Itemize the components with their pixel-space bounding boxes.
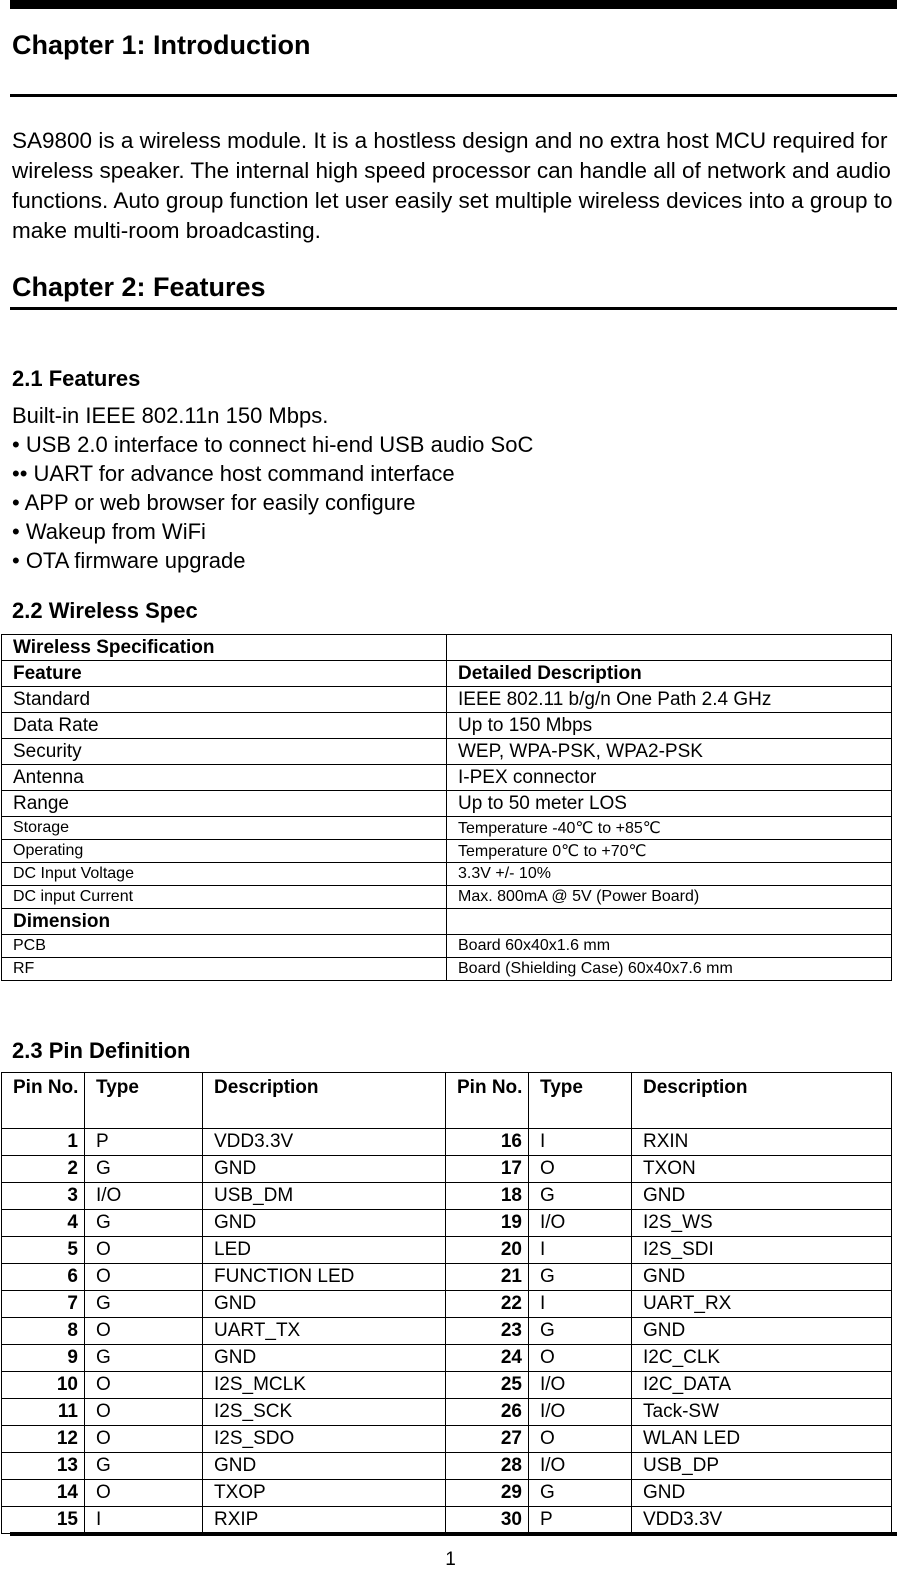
pin-number-cell: 10 (2, 1372, 85, 1399)
features-heading: 2.1 Features (12, 366, 141, 391)
pin-number-cell: 24 (446, 1345, 529, 1372)
pin-description-cell: GND (632, 1264, 892, 1291)
pin-number-cell: 6 (2, 1264, 85, 1291)
description-cell: 3.3V +/- 10% (447, 863, 892, 886)
description-cell: IEEE 802.11 b/g/n One Path 2.4 GHz (447, 687, 892, 713)
pin-definition-heading: 2.3 Pin Definition (12, 1038, 191, 1063)
chapter2-title: Chapter 2: Features (12, 272, 266, 302)
pin-description-cell: I2C_DATA (632, 1372, 892, 1399)
pin-number-cell: 28 (446, 1453, 529, 1480)
pin-number-cell: 14 (2, 1480, 85, 1507)
table-row (2, 739, 892, 765)
pin-type-cell: I/O (85, 1183, 203, 1210)
pin-number-cell: 15 (2, 1507, 85, 1534)
table-row (2, 909, 892, 935)
table-header-row (2, 661, 892, 687)
pin-number-cell: 17 (446, 1156, 529, 1183)
pin-description-cell: Tack-SW (632, 1399, 892, 1426)
pin-type-cell: G (529, 1264, 632, 1291)
feature-item: • USB 2.0 interface to connect hi-end USB audio SoC (12, 432, 534, 457)
pin-description-cell: UART_RX (632, 1291, 892, 1318)
table-row (2, 791, 892, 817)
pin-type-cell: G (85, 1210, 203, 1237)
pin-description-cell: GND (203, 1210, 446, 1237)
pin-definition-table (1, 1072, 892, 1534)
pin-number-cell: 25 (446, 1372, 529, 1399)
column-header-description: Detailed Description (447, 661, 892, 687)
pin-description-cell: RXIN (632, 1129, 892, 1156)
pin-number-cell: 2 (2, 1156, 85, 1183)
pin-type-cell: G (85, 1453, 203, 1480)
pin-description-cell: TXOP (203, 1480, 446, 1507)
pin-description-cell: FUNCTION LED (203, 1264, 446, 1291)
pin-description-cell: I2S_SDO (203, 1426, 446, 1453)
table-row (2, 765, 892, 791)
pin-description-cell: LED (203, 1237, 446, 1264)
pin-type-cell: O (85, 1426, 203, 1453)
wireless-spec-table (1, 634, 892, 981)
description-cell: Up to 150 Mbps (447, 713, 892, 739)
description-cell: Up to 50 meter LOS (447, 791, 892, 817)
pin-description-cell: I2S_SDI (632, 1237, 892, 1264)
feature-cell: RF (2, 958, 447, 981)
pin-type-cell: O (85, 1480, 203, 1507)
table-row (2, 886, 892, 909)
pin-number-cell: 3 (2, 1183, 85, 1210)
column-header-type: Type (529, 1073, 632, 1129)
table-cell-empty (447, 635, 892, 661)
feature-item: • OTA firmware upgrade (12, 548, 246, 573)
pin-description-cell: GND (632, 1318, 892, 1345)
description-cell: Board (Shielding Case) 60x40x7.6 mm (447, 958, 892, 981)
pin-type-cell: G (529, 1318, 632, 1345)
feature-item: •• UART for advance host command interface (12, 461, 455, 486)
pin-type-cell: P (85, 1129, 203, 1156)
table-cell-empty (447, 909, 892, 935)
column-header-description: Description (632, 1073, 892, 1129)
pin-type-cell: I/O (529, 1210, 632, 1237)
description-cell: WEP, WPA-PSK, WPA2-PSK (447, 739, 892, 765)
pin-number-cell: 20 (446, 1237, 529, 1264)
pin-description-cell: VDD3.3V (203, 1129, 446, 1156)
table-header-row (2, 1073, 892, 1129)
table-row (2, 958, 892, 981)
table-row (2, 1372, 892, 1399)
pin-type-cell: O (85, 1318, 203, 1345)
pin-type-cell: G (85, 1291, 203, 1318)
table-row (2, 1453, 892, 1480)
pin-number-cell: 7 (2, 1291, 85, 1318)
pin-description-cell: UART_TX (203, 1318, 446, 1345)
pin-type-cell: G (85, 1345, 203, 1372)
top-rule (10, 0, 897, 9)
table-row (2, 1399, 892, 1426)
pin-description-cell: I2S_WS (632, 1210, 892, 1237)
pin-description-cell: TXON (632, 1156, 892, 1183)
pin-number-cell: 8 (2, 1318, 85, 1345)
pin-type-cell: G (529, 1480, 632, 1507)
column-header-description: Description (203, 1073, 446, 1129)
pin-number-cell: 18 (446, 1183, 529, 1210)
feature-item: Built-in IEEE 802.11n 150 Mbps. (12, 403, 329, 428)
pin-type-cell: I/O (529, 1399, 632, 1426)
feature-cell: DC Input Voltage (2, 863, 447, 886)
pin-type-cell: I/O (529, 1372, 632, 1399)
pin-number-cell: 5 (2, 1237, 85, 1264)
pin-type-cell: I/O (529, 1453, 632, 1480)
pin-description-cell: RXIP (203, 1507, 446, 1534)
pin-type-cell: I (529, 1129, 632, 1156)
pin-description-cell: VDD3.3V (632, 1507, 892, 1534)
page-number: 1 (445, 1549, 456, 1570)
pin-description-cell: GND (203, 1453, 446, 1480)
column-header-feature: Feature (2, 661, 447, 687)
pin-number-cell: 21 (446, 1264, 529, 1291)
pin-type-cell: O (529, 1156, 632, 1183)
feature-item: • Wakeup from WiFi (12, 519, 206, 544)
pin-number-cell: 11 (2, 1399, 85, 1426)
pin-description-cell: GND (203, 1291, 446, 1318)
intro-paragraph: SA9800 is a wireless module. It is a hostless design and no extra host MCU required for wireless speaker. The internal high speed processor can handle all of network and audio functions. Auto group function let user easily set multiple wireless devices into a group to make multi-room broadcasting. (12, 128, 893, 243)
chapter1-title: Chapter 1: Introduction (12, 30, 311, 60)
pin-number-cell: 13 (2, 1453, 85, 1480)
table-row (2, 1480, 892, 1507)
chapter2-rule (10, 307, 897, 310)
column-header-type: Type (85, 1073, 203, 1129)
pin-description-cell: USB_DM (203, 1183, 446, 1210)
pin-type-cell: I (85, 1507, 203, 1534)
description-cell: I-PEX connector (447, 765, 892, 791)
table-row (2, 1345, 892, 1372)
pin-description-cell: GND (632, 1183, 892, 1210)
pin-number-cell: 29 (446, 1480, 529, 1507)
pin-number-cell: 30 (446, 1507, 529, 1534)
feature-cell: DC input Current (2, 886, 447, 909)
pin-type-cell: O (85, 1399, 203, 1426)
features-list (12, 401, 533, 575)
description-cell: Max. 800mA @ 5V (Power Board) (447, 886, 892, 909)
pin-description-cell: WLAN LED (632, 1426, 892, 1453)
table-row (2, 1291, 892, 1318)
pin-type-cell: I (529, 1291, 632, 1318)
table-row (2, 840, 892, 863)
pin-number-cell: 1 (2, 1129, 85, 1156)
feature-cell: Standard (2, 687, 447, 713)
table-row (2, 1156, 892, 1183)
table-row (2, 635, 892, 661)
feature-cell: Storage (2, 817, 447, 840)
feature-item: • APP or web browser for easily configure (12, 490, 416, 515)
pin-number-cell: 26 (446, 1399, 529, 1426)
pin-description-cell: I2C_CLK (632, 1345, 892, 1372)
table-row (2, 1426, 892, 1453)
table-row (2, 1507, 892, 1534)
pin-description-cell: GND (203, 1156, 446, 1183)
table-row (2, 935, 892, 958)
table-row (2, 1210, 892, 1237)
table-row (2, 817, 892, 840)
wireless-spec-heading: 2.2 Wireless Spec (12, 598, 198, 623)
pin-number-cell: 16 (446, 1129, 529, 1156)
feature-cell: PCB (2, 935, 447, 958)
pin-type-cell: O (85, 1237, 203, 1264)
table-row (2, 1129, 892, 1156)
pin-type-cell: G (85, 1156, 203, 1183)
pin-number-cell: 23 (446, 1318, 529, 1345)
pin-description-cell: GND (632, 1480, 892, 1507)
table-row (2, 1264, 892, 1291)
pin-type-cell: P (529, 1507, 632, 1534)
pin-number-cell: 12 (2, 1426, 85, 1453)
pin-number-cell: 27 (446, 1426, 529, 1453)
pin-type-cell: I (529, 1237, 632, 1264)
feature-cell: Antenna (2, 765, 447, 791)
column-header-pin-no: Pin No. (2, 1073, 85, 1129)
pin-number-cell: 19 (446, 1210, 529, 1237)
feature-cell: Operating (2, 840, 447, 863)
pin-description-cell: USB_DP (632, 1453, 892, 1480)
bottom-rule (10, 1532, 897, 1536)
pin-type-cell: O (85, 1372, 203, 1399)
description-cell: Board 60x40x1.6 mm (447, 935, 892, 958)
column-header-pin-no: Pin No. (446, 1073, 529, 1129)
table-row (2, 713, 892, 739)
pin-type-cell: G (529, 1183, 632, 1210)
pin-description-cell: I2S_MCLK (203, 1372, 446, 1399)
description-cell: Temperature 0℃ to +70℃ (447, 840, 892, 863)
pin-number-cell: 22 (446, 1291, 529, 1318)
table-row (2, 863, 892, 886)
pin-description-cell: GND (203, 1345, 446, 1372)
pin-type-cell: O (529, 1426, 632, 1453)
pin-type-cell: O (85, 1264, 203, 1291)
pin-number-cell: 4 (2, 1210, 85, 1237)
chapter1-rule (10, 94, 897, 97)
pin-number-cell: 9 (2, 1345, 85, 1372)
pin-description-cell: I2S_SCK (203, 1399, 446, 1426)
feature-cell: Data Rate (2, 713, 447, 739)
description-cell: Temperature -40℃ to +85℃ (447, 817, 892, 840)
table-row (2, 1237, 892, 1264)
table-row (2, 1318, 892, 1345)
table-row (2, 687, 892, 713)
table-title-cell: Wireless Specification (2, 635, 447, 661)
pin-type-cell: O (529, 1345, 632, 1372)
feature-cell: Security (2, 739, 447, 765)
feature-cell: Range (2, 791, 447, 817)
table-row (2, 1183, 892, 1210)
dimension-label-cell: Dimension (2, 909, 447, 935)
